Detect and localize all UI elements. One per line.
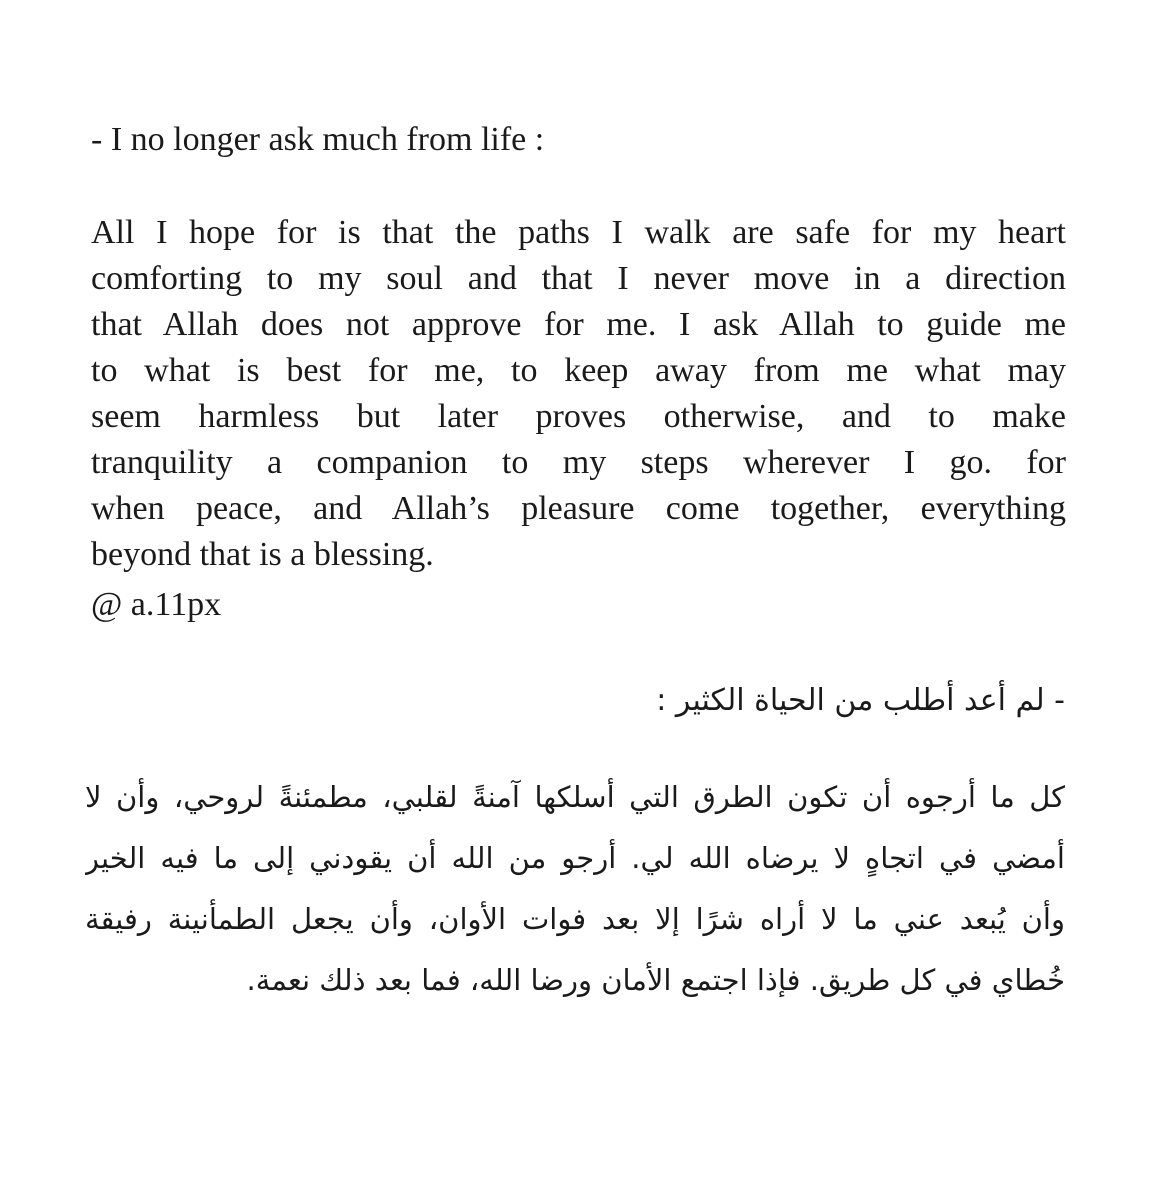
english-line: All I hope for is that the paths I walk are safe for my heart bbox=[91, 214, 1066, 251]
english-heading: - I no longer ask much from life : bbox=[91, 121, 545, 158]
arabic-line: وأن يُبعد عني ما لا أراه شرًا إلا بعد فوات الأوان، وأن يجعل الطمأنينة رفيقة bbox=[85, 902, 1065, 936]
arabic-heading: - لم أعد أطلب من الحياة الكثير : bbox=[656, 683, 1065, 718]
english-line: tranquility a companion to my steps wherever I go. for bbox=[91, 444, 1066, 481]
english-line: beyond that is a blessing. bbox=[91, 536, 434, 573]
english-line: to what is best for me, to keep away from me what may bbox=[91, 352, 1066, 389]
author-handle: @ a.11px bbox=[91, 586, 222, 623]
english-line: that Allah does not approve for me. I ask Allah to guide me bbox=[91, 306, 1066, 343]
english-line: seem harmless but later proves otherwise, and to make bbox=[91, 398, 1066, 435]
arabic-line: كل ما أرجوه أن تكون الطرق التي أسلكها آمنةً لقلبي، مطمئنةً لروحي، وأن لا bbox=[85, 780, 1065, 814]
english-line: comforting to my soul and that I never move in a direction bbox=[91, 260, 1066, 297]
arabic-line: أمضي في اتجاهٍ لا يرضاه الله لي. أرجو من الله أن يقودني إلى ما فيه الخير bbox=[85, 841, 1065, 875]
english-line: when peace, and Allah’s pleasure come together, everything bbox=[91, 490, 1066, 527]
english-paragraph bbox=[91, 210, 1066, 578]
arabic-line: خُطاي في كل طريق. فإذا اجتمع الأمان ورضا الله، فما بعد ذلك نعمة. bbox=[246, 963, 1065, 997]
arabic-paragraph bbox=[85, 767, 1065, 1011]
